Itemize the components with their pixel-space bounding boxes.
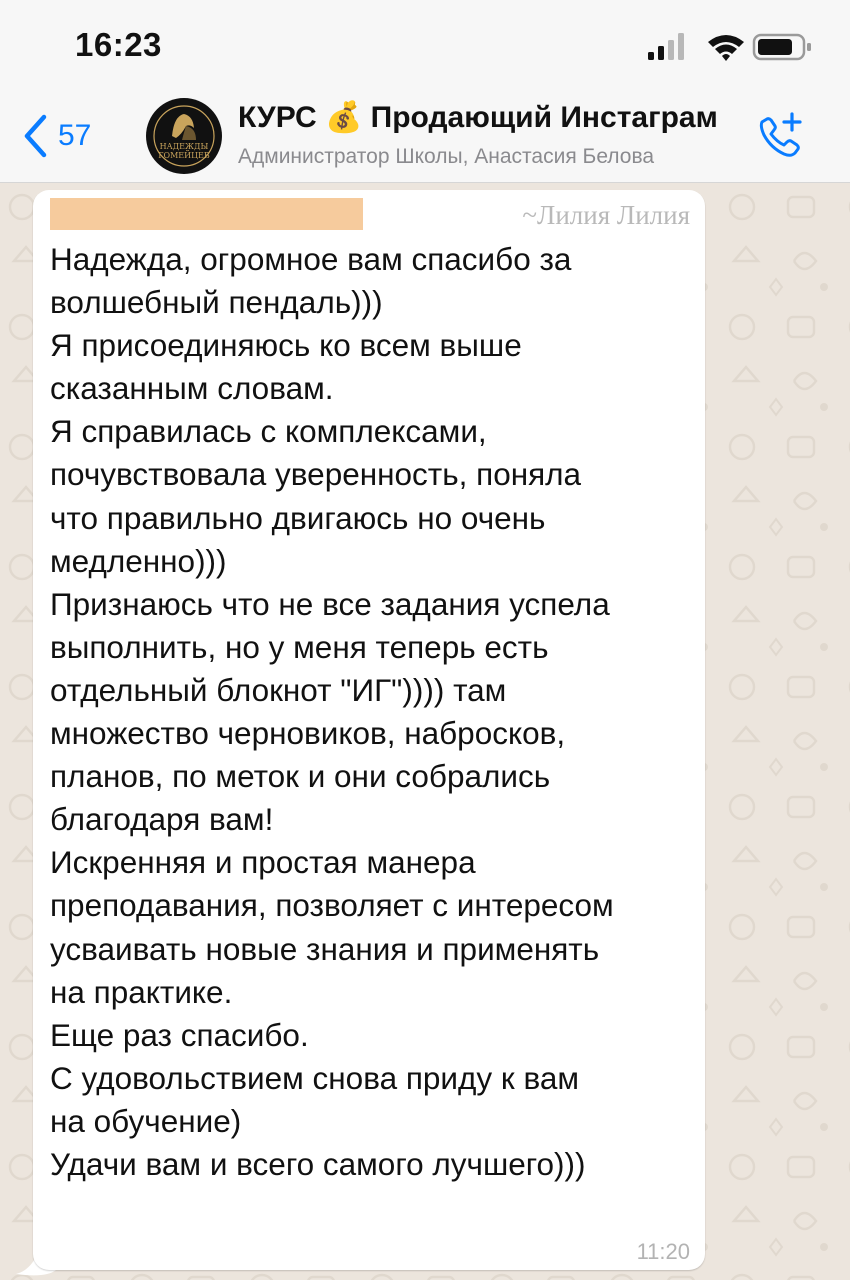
quote-author: ~Лилия Лилия xyxy=(522,200,690,230)
avatar-text: НАДЕЖДЫ ГОМЕЙЦЕВ xyxy=(158,142,210,160)
add-call-icon xyxy=(752,108,808,164)
message-line: отдельный блокнот "ИГ")))) там xyxy=(50,671,507,708)
message-line: преподавания, позволяет с интересом xyxy=(50,887,614,924)
signal-icon xyxy=(648,33,684,60)
quoted-message-redacted[interactable] xyxy=(50,198,363,230)
message-line: волшебный пендаль))) xyxy=(50,284,383,321)
message-line: сказанным словам. xyxy=(50,370,334,407)
message-line: Я справилась с комплексами, xyxy=(50,413,487,450)
add-call-button[interactable] xyxy=(752,108,808,164)
chat-subtitle: Администратор Школы, Анастасия Белова xyxy=(238,145,655,168)
chat-title[interactable]: КУРС 💰 Продающий Инстаграм xyxy=(238,101,718,134)
message-line: Удачи вам и всего самого лучшего))) xyxy=(50,1145,586,1182)
top-bar xyxy=(0,0,850,183)
unread-count: 57 xyxy=(58,119,92,152)
message-line: Искренняя и простая манера xyxy=(50,844,476,881)
group-avatar[interactable] xyxy=(146,98,222,174)
message-line: выполнить, но у меня теперь есть xyxy=(50,628,549,665)
message-line: благодаря вам! xyxy=(50,801,274,838)
message-text xyxy=(50,238,700,1186)
message-line: что правильно двигаюсь но очень xyxy=(50,499,546,536)
message-line: Признаюсь что не все задания успела xyxy=(50,585,610,622)
battery-icon xyxy=(754,35,811,59)
message-line: усваивать новые знания и применять xyxy=(50,930,600,967)
status-icons xyxy=(648,30,818,64)
back-button[interactable] xyxy=(22,108,91,164)
logo-icon xyxy=(146,98,222,174)
message-line: почувствовала уверенность, поняла xyxy=(50,456,582,493)
message-line: С удовольствием снова приду к вам xyxy=(50,1059,579,1096)
message-line: множество черновиков, набросков, xyxy=(50,715,566,752)
status-time: 16:23 xyxy=(75,26,162,63)
message-line: на практике. xyxy=(50,973,233,1010)
message-line: медленно))) xyxy=(50,542,227,579)
message-line: Надежда, огромное вам спасибо за xyxy=(50,241,572,277)
chevron-left-icon xyxy=(22,113,48,159)
wifi-icon xyxy=(708,35,744,61)
message-line: Я присоединяюсь ко всем выше xyxy=(50,327,522,364)
message-line: планов, по меток и они собрались xyxy=(50,758,551,795)
message-time: 11:20 xyxy=(636,1239,690,1264)
message-line: Еще раз спасибо. xyxy=(50,1016,309,1053)
message-line: на обучение) xyxy=(50,1102,242,1139)
